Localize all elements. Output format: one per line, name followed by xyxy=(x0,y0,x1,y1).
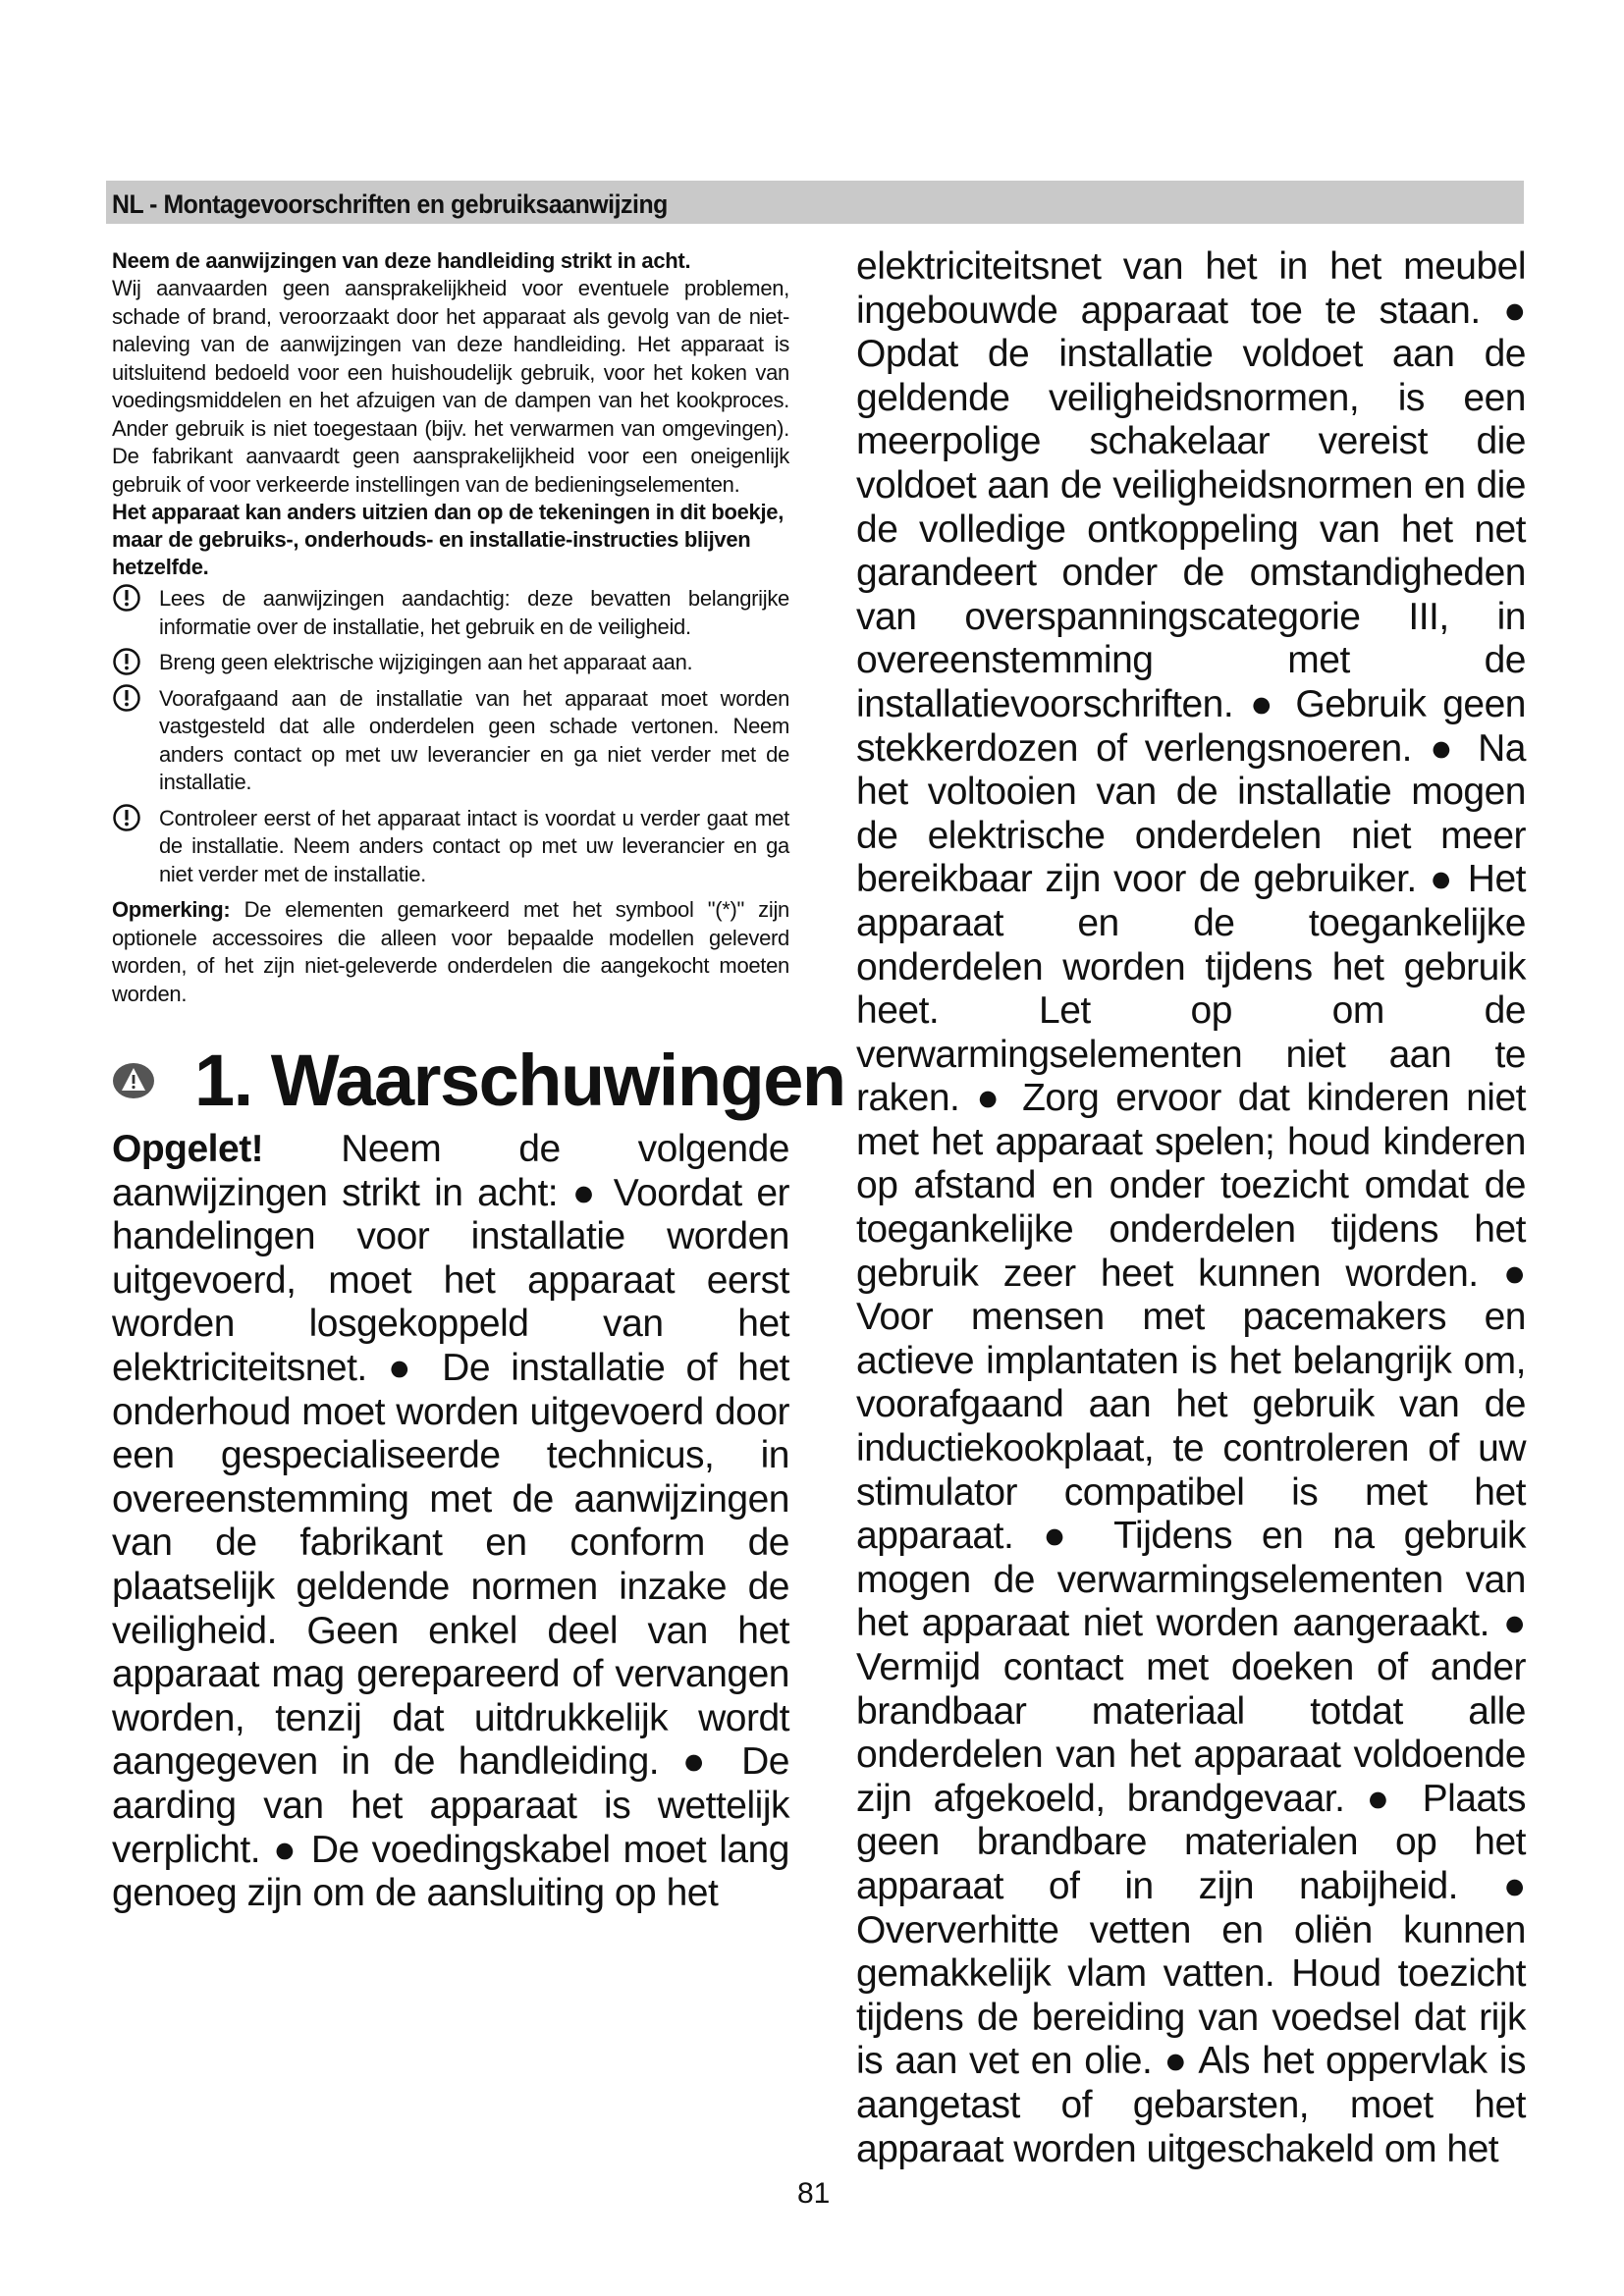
intro-bold-2: Het apparaat kan anders uitzien dan op de tekeningen in dit boekje, maar de gebruiks-, onderhouds- en installatie-instructies blijven hetzelfde. xyxy=(112,500,785,579)
header-bar xyxy=(106,181,1524,224)
exclamation-circle-icon xyxy=(112,683,141,713)
exclamation-circle-icon xyxy=(112,583,141,613)
warning-text: Controleer eerst of het apparaat intact is voordat u verder gaat met de installatie. Neem anders contact op met uw leverancier en ga niet verder met de installatie. xyxy=(159,805,789,886)
warning-text: Lees de aanwijzingen aandachtig: deze bevatten belangrijke informatie over de installatie, het gebruik en de veiligheid. xyxy=(159,586,789,639)
right-column xyxy=(856,245,1526,2171)
warning-text: Breng geen elektrische wijzigingen aan het apparaat aan. xyxy=(159,650,693,674)
section-title: 1. Waarschuwingen xyxy=(194,1040,845,1121)
warning-triangle-icon xyxy=(112,1061,155,1100)
warning-item xyxy=(112,585,789,641)
remark-label: Opmerking: xyxy=(112,897,231,922)
intro-bold-1: Neem de aanwijzingen van deze handleiding strikt in acht. xyxy=(112,248,691,273)
exclamation-circle-icon xyxy=(112,803,141,832)
section-heading xyxy=(112,1040,845,1122)
warning-item xyxy=(112,649,789,677)
warning-text: Voorafgaand aan de installatie van het apparaat moet worden vastgesteld dat alle onderdelen geen schade vertonen. Neem anders contact op met uw leverancier en ga niet verder met de installatie. xyxy=(159,685,789,794)
warning-item xyxy=(112,805,789,889)
left-column xyxy=(112,247,845,1916)
remark xyxy=(112,896,789,1008)
section-text-right: elektriciteitsnet van het in het meubel ingebouwde apparaat toe te staan. ● Opdat de installatie voldoet aan de geldende veiligheidsnormen, is een meerpolige schakelaar vereist die voldoet aan de veiligheidsnormen en die de volledige ontkoppeling van het net garandeert onder de omstandigheden van overspanningscategorie III, in overeenstemming met de installatievoorschriften. ● Gebruik geen stekkerdozen of verlengsnoeren. ● Na het voltooien van de installatie mogen de elektrische onderdelen niet meer bereikbaar zijn voor de gebruiker. ● Het apparaat en de toegankelijke onderdelen worden tijdens het gebruik heet. Let op om de verwarmingselementen niet aan te raken. ● Zorg ervoor dat kinderen niet met het apparaat spelen; houd kinderen op afstand en onder toezicht omdat de toegankelijke onderdelen tijdens het gebruik zeer heet kunnen worden. ● Voor mensen met pacemakers en actieve implantaten is het belangrijk om, voorafgaand aan het gebruik van de inductiekookplaat, te controleren of uw stimulator compatibel is met het apparaat. ● Tijdens en na gebruik mogen de verwarmingselementen van het apparaat niet worden aangeraakt. ● Vermijd contact met doeken of ander brandbaar materiaal totdat alle onderdelen van het apparaat voldoende zijn afgekoeld, brandgevaar. ● Plaats geen brandbare materialen op het apparaat of in zijn nabijheid. ● Oververhitte vetten en oliën kunnen gemakkelijk vlam vatten. Houd toezicht tijdens de bereiding van voedsel dat rijk is aan vet en olie. ● Als het oppervlak is aangetast of gebarsten, moet het apparaat worden uitgeschakeld om het xyxy=(856,245,1526,2170)
page-number: 81 xyxy=(797,2177,831,2210)
exclamation-circle-icon xyxy=(112,647,141,676)
intro-text: Wij aanvaarden geen aansprakelijkheid voor eventuele problemen, schade of brand, veroorzaakt door het apparaat als gevolg van de niet-naleving van de aanwijzingen van deze handleiding. Het apparaat is uitsluitend bedoeld voor een huishoudelijk gebruik, voor het koken van voedingsmiddelen en het afzuigen van de dampen van het kookproces. Ander gebruik is niet toegestaan (bijv. het verwarmen van omgevingen). De fabrikant aanvaardt geen aansprakelijkheid voor een oneigenlijk gebruik of voor verkeerde instellingen van de bedieningselementen. xyxy=(112,276,789,497)
lead-bold: Opgelet! xyxy=(112,1128,264,1170)
left-body: Neem de volgende aanwijzingen strikt in acht: ● Voordat er handelingen voor installatie worden uitgevoerd, moet het apparaat eerst worden losgekoppeld van het elektriciteitsnet. ● De installatie of het onderhoud moet worden uitgevoerd door een gespecialiseerde technicus, in overeenstemming met de aanwijzingen van de fabrikant en conform de plaatselijk geldende normen inzake de veiligheid. Geen enkel deel van het apparaat mag gerepareerd of vervangen worden, tenzij dat uitdrukkelijk wordt aangegeven in de handleiding. ● De aarding van het apparaat is wettelijk verplicht. ● De voedingskabel moet lang genoeg zijn om de aansluiting op het xyxy=(112,1128,789,1915)
section-text-left xyxy=(112,1128,789,1916)
remark-text: De elementen gemarkeerd met het symbool "(*)" zijn optionele accessoires die alleen voor bepaalde modellen geleverd worden, of het zijn niet-geleverde onderdelen die aangekocht moeten worden. xyxy=(112,897,789,1006)
page-header-title: NL - Montagevoorschriften en gebruiksaanwijzing xyxy=(112,189,668,219)
warning-item xyxy=(112,685,789,797)
